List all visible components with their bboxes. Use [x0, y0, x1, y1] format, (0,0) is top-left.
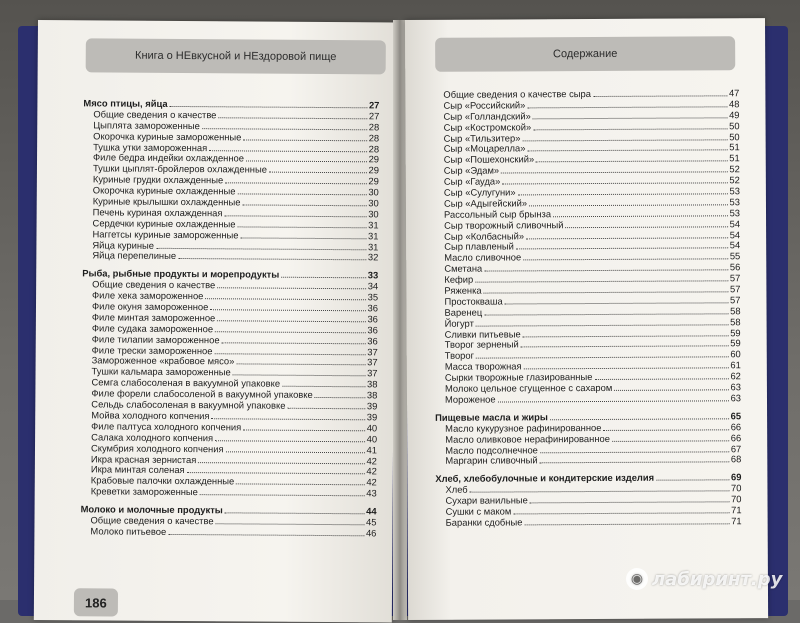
- toc-entry-title: Куриные грудки охлажденные: [92, 173, 224, 186]
- toc-entry-page: 30: [368, 208, 379, 220]
- toc-entry-title: Рассольный сыр брынза: [443, 208, 552, 220]
- toc-entry-page: 54: [729, 217, 741, 229]
- toc-leader-dots: [209, 150, 366, 152]
- left-page: [34, 20, 396, 622]
- toc-entry-title: Мороженое: [444, 393, 496, 405]
- toc-entry-title: Сыр творожный сливочный: [444, 218, 564, 231]
- toc-entry-title: Яйца перепелиные: [92, 249, 177, 262]
- toc-entry-page: 71: [731, 515, 742, 527]
- toc-entry-title: Йогурт: [444, 317, 474, 329]
- toc-leader-dots: [524, 368, 729, 370]
- toc-leader-dots: [269, 172, 367, 174]
- toc-leader-dots: [529, 204, 727, 206]
- toc-entry-title: Семга слабосоленая в вакуумной упаковке: [91, 376, 281, 389]
- toc-entry-page: 42: [366, 465, 377, 477]
- toc-leader-dots: [200, 494, 364, 496]
- toc-entry-title: Сырки творожные глазированные: [444, 371, 593, 383]
- toc-leader-dots: [215, 440, 365, 442]
- toc-entry-page: 39: [366, 411, 378, 423]
- toc-leader-dots: [484, 313, 728, 315]
- toc-entry-title: Творог: [444, 350, 475, 362]
- toc-entry-title: Филе хека замороженное: [92, 289, 204, 302]
- toc-leader-dots: [210, 309, 365, 311]
- toc-entry-title: Сыр «Тильзитер»: [443, 131, 521, 144]
- toc-entry-title: Креветки замороженные: [90, 485, 198, 498]
- toc-entry-title: Масло сливочное: [444, 251, 522, 264]
- toc-entry-page: 32: [367, 251, 379, 263]
- toc-leader-dots: [282, 386, 365, 388]
- toc-entry-title: Кефир: [444, 273, 474, 285]
- toc-leader-dots: [502, 182, 727, 184]
- toc-entry-page: 27: [368, 99, 380, 111]
- toc-leader-dots: [224, 215, 366, 217]
- toc-entry-page: 46: [365, 527, 377, 539]
- toc-leader-dots: [484, 291, 728, 293]
- toc-leader-dots: [198, 462, 364, 464]
- toc-leader-dots: [287, 408, 364, 410]
- toc-entry-page: 70: [730, 482, 742, 494]
- toc-entry-title: Сушки с маком: [445, 505, 512, 517]
- toc-entry-title: Общие сведения о качестве: [90, 514, 214, 527]
- toc-leader-dots: [470, 490, 729, 492]
- toc-entry-page: 45: [366, 516, 377, 528]
- toc-entry-page: 29: [368, 175, 379, 187]
- labyrinth-logo-icon: ◉: [626, 568, 648, 590]
- toc-leader-dots: [540, 462, 729, 464]
- toc-entry-title: Общие сведения о качестве: [92, 278, 216, 291]
- toc-leader-dots: [226, 451, 365, 453]
- toc-entry-page: 36: [367, 313, 378, 325]
- toc-entry-page: 54: [729, 228, 741, 240]
- toc-leader-dots: [225, 512, 364, 514]
- toc-entry-title: Баранки сдобные: [445, 516, 523, 528]
- toc-leader-dots: [536, 161, 727, 163]
- toc-leader-dots: [243, 429, 365, 431]
- toc-entry-title: Сыр «Костромской»: [443, 121, 532, 133]
- toc-entry-page: 30: [368, 197, 379, 209]
- left-page-header: Книга о НЕвкусной и НЕздоровой пище: [86, 38, 386, 74]
- toc-leader-dots: [202, 128, 367, 130]
- toc-leader-dots: [612, 440, 729, 442]
- toc-leader-dots: [523, 335, 729, 337]
- toc-leader-dots: [516, 248, 728, 250]
- toc-entry: [80, 526, 376, 539]
- page-number: 186: [74, 588, 118, 616]
- watermark: [626, 565, 790, 593]
- toc-entry-page: 40: [366, 422, 378, 434]
- toc-entry-title: Общие сведения о качестве сыра: [443, 88, 591, 100]
- toc-leader-dots: [540, 451, 729, 453]
- toc-entry-title: Маргарин сливочный: [445, 454, 538, 467]
- toc-entry-title: Салака холодного копчения: [91, 431, 214, 443]
- toc-leader-dots: [240, 237, 366, 239]
- toc-leader-dots: [527, 106, 727, 108]
- toc-entry-title: Филе бедра индейки охлажденное: [93, 151, 245, 164]
- toc-entry-page: 58: [730, 315, 741, 328]
- toc-entry: [436, 516, 742, 528]
- toc-entry-page: 36: [367, 324, 378, 336]
- toc-entry-page: 36: [367, 335, 378, 347]
- toc-entry-title: Наггетсы куриные замороженные: [92, 228, 239, 241]
- toc-entry-title: Простокваша: [444, 295, 503, 307]
- toc-entry-page: 30: [368, 186, 379, 198]
- toc-entry-title: Икра минтая соленая: [90, 463, 185, 476]
- toc-leader-dots: [505, 302, 728, 304]
- toc-entry-title: Сыр «Гауда»: [443, 175, 501, 187]
- toc-leader-dots: [522, 139, 727, 141]
- toc-entry-page: 31: [368, 219, 379, 231]
- toc-entry-title: Печень куриная охлажденная: [92, 206, 223, 219]
- toc-entry-title: Икра красная зернистая: [90, 452, 197, 465]
- toc-entry-page: 38: [366, 378, 378, 390]
- toc-leader-dots: [243, 139, 366, 141]
- toc-entry-page: 70: [731, 493, 742, 505]
- toc-entry-page: 56: [729, 261, 741, 273]
- toc-leader-dots: [565, 226, 727, 228]
- toc-entry-title: Сыр «Голландский»: [443, 110, 531, 122]
- toc-entry-title: Сельдь слабосоленая в вакуумной упаковке: [91, 398, 286, 411]
- toc-entry-page: 43: [366, 487, 377, 499]
- toc-leader-dots: [550, 418, 729, 420]
- toc-entry-title: Филе палтуса холодного копчения: [91, 420, 242, 433]
- toc-entry-page: 37: [367, 367, 378, 379]
- toc-leader-dots: [527, 150, 727, 152]
- toc-entry-page: 69: [730, 471, 742, 483]
- toc-entry-page: 47: [728, 87, 740, 99]
- toc-entry-title: Варенец: [444, 306, 483, 318]
- toc-entry-page: 57: [729, 272, 741, 284]
- toc-entry-title: Сметана: [444, 262, 483, 275]
- toc-leader-dots: [156, 247, 366, 249]
- toc-entry-page: 33: [367, 269, 379, 281]
- toc-leader-dots: [526, 237, 728, 239]
- toc-entry-page: 40: [366, 433, 378, 445]
- toc-entry-page: 71: [731, 504, 742, 516]
- toc-entry-page: 28: [368, 121, 380, 133]
- toc-entry-title: Тушки кальмара замороженные: [91, 365, 231, 378]
- toc-entry-title: Скумбрия холодного копчения: [90, 441, 224, 454]
- toc-entry-page: 50: [729, 119, 740, 131]
- toc-entry-title: Хлеб, хлебобулочные и кондитерские изделия: [435, 471, 655, 485]
- toc-leader-dots: [476, 357, 728, 359]
- toc-entry-page: 59: [730, 326, 741, 338]
- toc-leader-dots: [217, 320, 365, 322]
- toc-entry-page: 60: [730, 348, 741, 360]
- toc-entry-title: Сыр «Сулугуни»: [443, 186, 516, 198]
- toc-leader-dots: [246, 161, 367, 163]
- toc-entry-page: 29: [368, 153, 380, 165]
- toc-entry-title: Сердечки куриные охлажденные: [92, 217, 236, 230]
- toc-entry-page: 34: [367, 280, 379, 292]
- toc-leader-dots: [530, 501, 729, 503]
- toc-entry-title: Филе форели слабосоленой в вакуумной упаковке: [91, 387, 313, 401]
- toc-entry-title: Рыба, рыбные продукты и морепродукты: [82, 267, 280, 281]
- toc-entry-page: 41: [366, 443, 378, 455]
- toc-leader-dots: [513, 512, 729, 514]
- toc-entry-page: 37: [367, 356, 378, 368]
- toc-leader-dots: [603, 429, 728, 431]
- toc-entry-title: Ряженка: [444, 284, 482, 296]
- toc-entry-title: Замороженное «крабовое мясо»: [91, 354, 235, 367]
- toc-entry-page: 51: [729, 141, 740, 153]
- right-page-header: Содержание: [435, 36, 735, 72]
- toc-entry-title: Молоко и молочные продукты: [80, 503, 223, 516]
- toc-leader-dots: [476, 324, 728, 326]
- toc-leader-dots: [187, 472, 365, 474]
- toc-leader-dots: [168, 534, 364, 536]
- toc-leader-dots: [521, 346, 729, 348]
- toc-entry-title: Филе окуня замороженное: [91, 300, 209, 313]
- toc-entry-page: 28: [368, 142, 380, 154]
- toc-entry-title: Мойва холодного копчения: [91, 409, 210, 422]
- toc-entry-title: Яйца куриные: [92, 238, 155, 251]
- toc-leader-dots: [594, 378, 728, 380]
- toc-entry-title: Сыр «Адыгейский»: [443, 197, 528, 209]
- toc-entry-page: 53: [729, 196, 740, 208]
- toc-entry-page: 51: [729, 152, 740, 164]
- toc-leader-dots: [475, 280, 728, 282]
- toc-leader-dots: [501, 172, 727, 174]
- toc-entry-page: 53: [729, 185, 740, 197]
- toc-entry-page: 55: [729, 250, 741, 262]
- toc-entry-page: 58: [730, 305, 741, 317]
- toc-entry-page: 38: [366, 389, 378, 401]
- toc-entry-page: 52: [729, 174, 740, 186]
- toc-entry-title: Пищевые масла и жиры: [435, 411, 548, 423]
- toc-leader-dots: [217, 288, 365, 290]
- toc-entry-title: Творог зерненый: [444, 338, 519, 351]
- toc-leader-dots: [498, 400, 729, 402]
- toc-entry-page: 65: [730, 410, 742, 422]
- toc-leader-dots: [524, 523, 729, 525]
- toc-entry-page: 31: [368, 229, 379, 242]
- toc-entry-title: Сыр плавленый: [444, 240, 514, 253]
- toc-leader-dots: [218, 117, 366, 119]
- toc-entry-page: 28: [368, 131, 380, 144]
- toc-leader-dots: [216, 523, 364, 525]
- toc-leader-dots: [281, 277, 366, 279]
- toc-entry-page: 37: [367, 345, 378, 357]
- toc-entry-title: Крабовые палочки охлажденные: [90, 474, 235, 487]
- toc-entry-title: Сыр «Моцарелла»: [443, 142, 526, 155]
- toc-entry-page: 63: [730, 392, 742, 404]
- toc-entry-title: Тушка утки замороженная: [93, 140, 208, 153]
- toc-leader-dots: [236, 364, 365, 366]
- toc-entry-page: 67: [730, 442, 742, 454]
- toc-entry-page: 57: [729, 283, 741, 295]
- toc-entry-page: 29: [368, 164, 379, 176]
- toc-leader-dots: [215, 331, 365, 333]
- toc-entry-title: Сыр «Российский»: [443, 99, 526, 111]
- toc-entry-page: 54: [729, 239, 741, 251]
- toc-entry-page: 35: [367, 291, 379, 303]
- toc-entry-title: Молоко цельное сгущенное с сахаром: [444, 381, 613, 394]
- toc-leader-dots: [656, 480, 729, 481]
- toc-entry-title: Масло кукурузное рафинированное: [445, 421, 602, 434]
- toc-entry-page: 53: [729, 207, 741, 219]
- right-toc: [433, 88, 741, 528]
- right-page: [405, 18, 768, 620]
- toc-entry-page: 63: [730, 381, 741, 393]
- toc-entry-title: Масса творожная: [444, 360, 522, 373]
- toc-entry-page: 61: [730, 359, 741, 371]
- toc-leader-dots: [237, 226, 366, 228]
- toc-entry-title: Масло подсолнечное: [445, 443, 538, 456]
- toc-leader-dots: [315, 397, 365, 398]
- toc-leader-dots: [214, 353, 365, 355]
- toc-leader-dots: [233, 375, 365, 377]
- toc-leader-dots: [237, 194, 366, 196]
- toc-entry-title: Мясо птицы, яйца: [83, 97, 168, 109]
- toc-entry-page: 66: [730, 420, 742, 433]
- toc-leader-dots: [242, 204, 366, 206]
- toc-entry-title: Окорочка куриные охлажденные: [92, 184, 236, 197]
- toc-leader-dots: [170, 106, 367, 108]
- toc-entry-page: 27: [368, 110, 380, 122]
- toc-entry-page: 49: [729, 109, 740, 121]
- toc-entry-page: 52: [729, 163, 740, 175]
- toc-entry-title: Сыр «Эдам»: [443, 164, 500, 177]
- toc-leader-dots: [211, 418, 364, 420]
- toc-entry-page: 62: [730, 370, 741, 382]
- toc-entry-title: Филе судака замороженное: [91, 322, 214, 335]
- toc-entry-title: Молоко питьевое: [90, 525, 167, 537]
- toc-entry-title: Филе тилапии замороженное: [91, 333, 220, 345]
- toc-entry-title: Сыр «Колбасный»: [444, 229, 525, 242]
- toc-entry-title: Хлеб: [445, 483, 468, 495]
- toc-entry-title: Сухари ванильные: [445, 494, 528, 506]
- toc-leader-dots: [178, 258, 366, 260]
- toc-entry-page: 48: [728, 98, 740, 110]
- toc-leader-dots: [484, 270, 728, 272]
- toc-entry-page: 57: [730, 294, 741, 306]
- toc-entry-page: 50: [729, 130, 740, 142]
- toc-leader-dots: [222, 342, 366, 344]
- toc-entry-title: Общие сведения о качестве: [93, 108, 217, 121]
- watermark-text: лабиринт.ру: [652, 568, 783, 590]
- toc-entry-title: Окорочка куриные замороженные: [93, 130, 242, 143]
- toc-entry-page: 44: [366, 505, 377, 517]
- toc-entry-title: Филе трески замороженное: [91, 343, 213, 356]
- toc-entry-page: 36: [367, 302, 379, 314]
- toc-leader-dots: [523, 259, 728, 261]
- toc-leader-dots: [553, 215, 728, 217]
- toc-leader-dots: [533, 128, 727, 130]
- toc-leader-dots: [614, 389, 728, 391]
- toc-leader-dots: [533, 117, 727, 119]
- toc-entry-page: 42: [366, 454, 377, 466]
- toc-entry-page: 66: [730, 431, 742, 443]
- toc-entry-title: Сливки питьевые: [444, 327, 521, 340]
- toc-leader-dots: [205, 298, 365, 300]
- toc-entry-page: 31: [367, 240, 379, 252]
- left-toc: [80, 98, 379, 539]
- toc-leader-dots: [593, 95, 727, 97]
- toc-entry-title: Сыр «Пошехонский»: [443, 153, 535, 166]
- toc-entry-page: 68: [730, 453, 742, 465]
- toc-leader-dots: [518, 193, 728, 195]
- toc-leader-dots: [236, 484, 364, 486]
- toc-entry-title: Тушки цыплят-бройлеров охлажденные: [92, 162, 267, 175]
- toc-entry-page: 42: [366, 476, 377, 488]
- toc-entry-page: 39: [366, 400, 378, 412]
- toc-entry-page: 59: [730, 337, 741, 349]
- toc-entry-title: Куриные крылышки охлажденные: [92, 195, 241, 208]
- toc-entry-title: Цыплята замороженные: [93, 119, 200, 131]
- toc-leader-dots: [225, 183, 366, 185]
- toc-entry-title: Филе минтая замороженное: [91, 311, 216, 324]
- toc-entry-title: Масло оливковое нерафинированное: [445, 432, 610, 445]
